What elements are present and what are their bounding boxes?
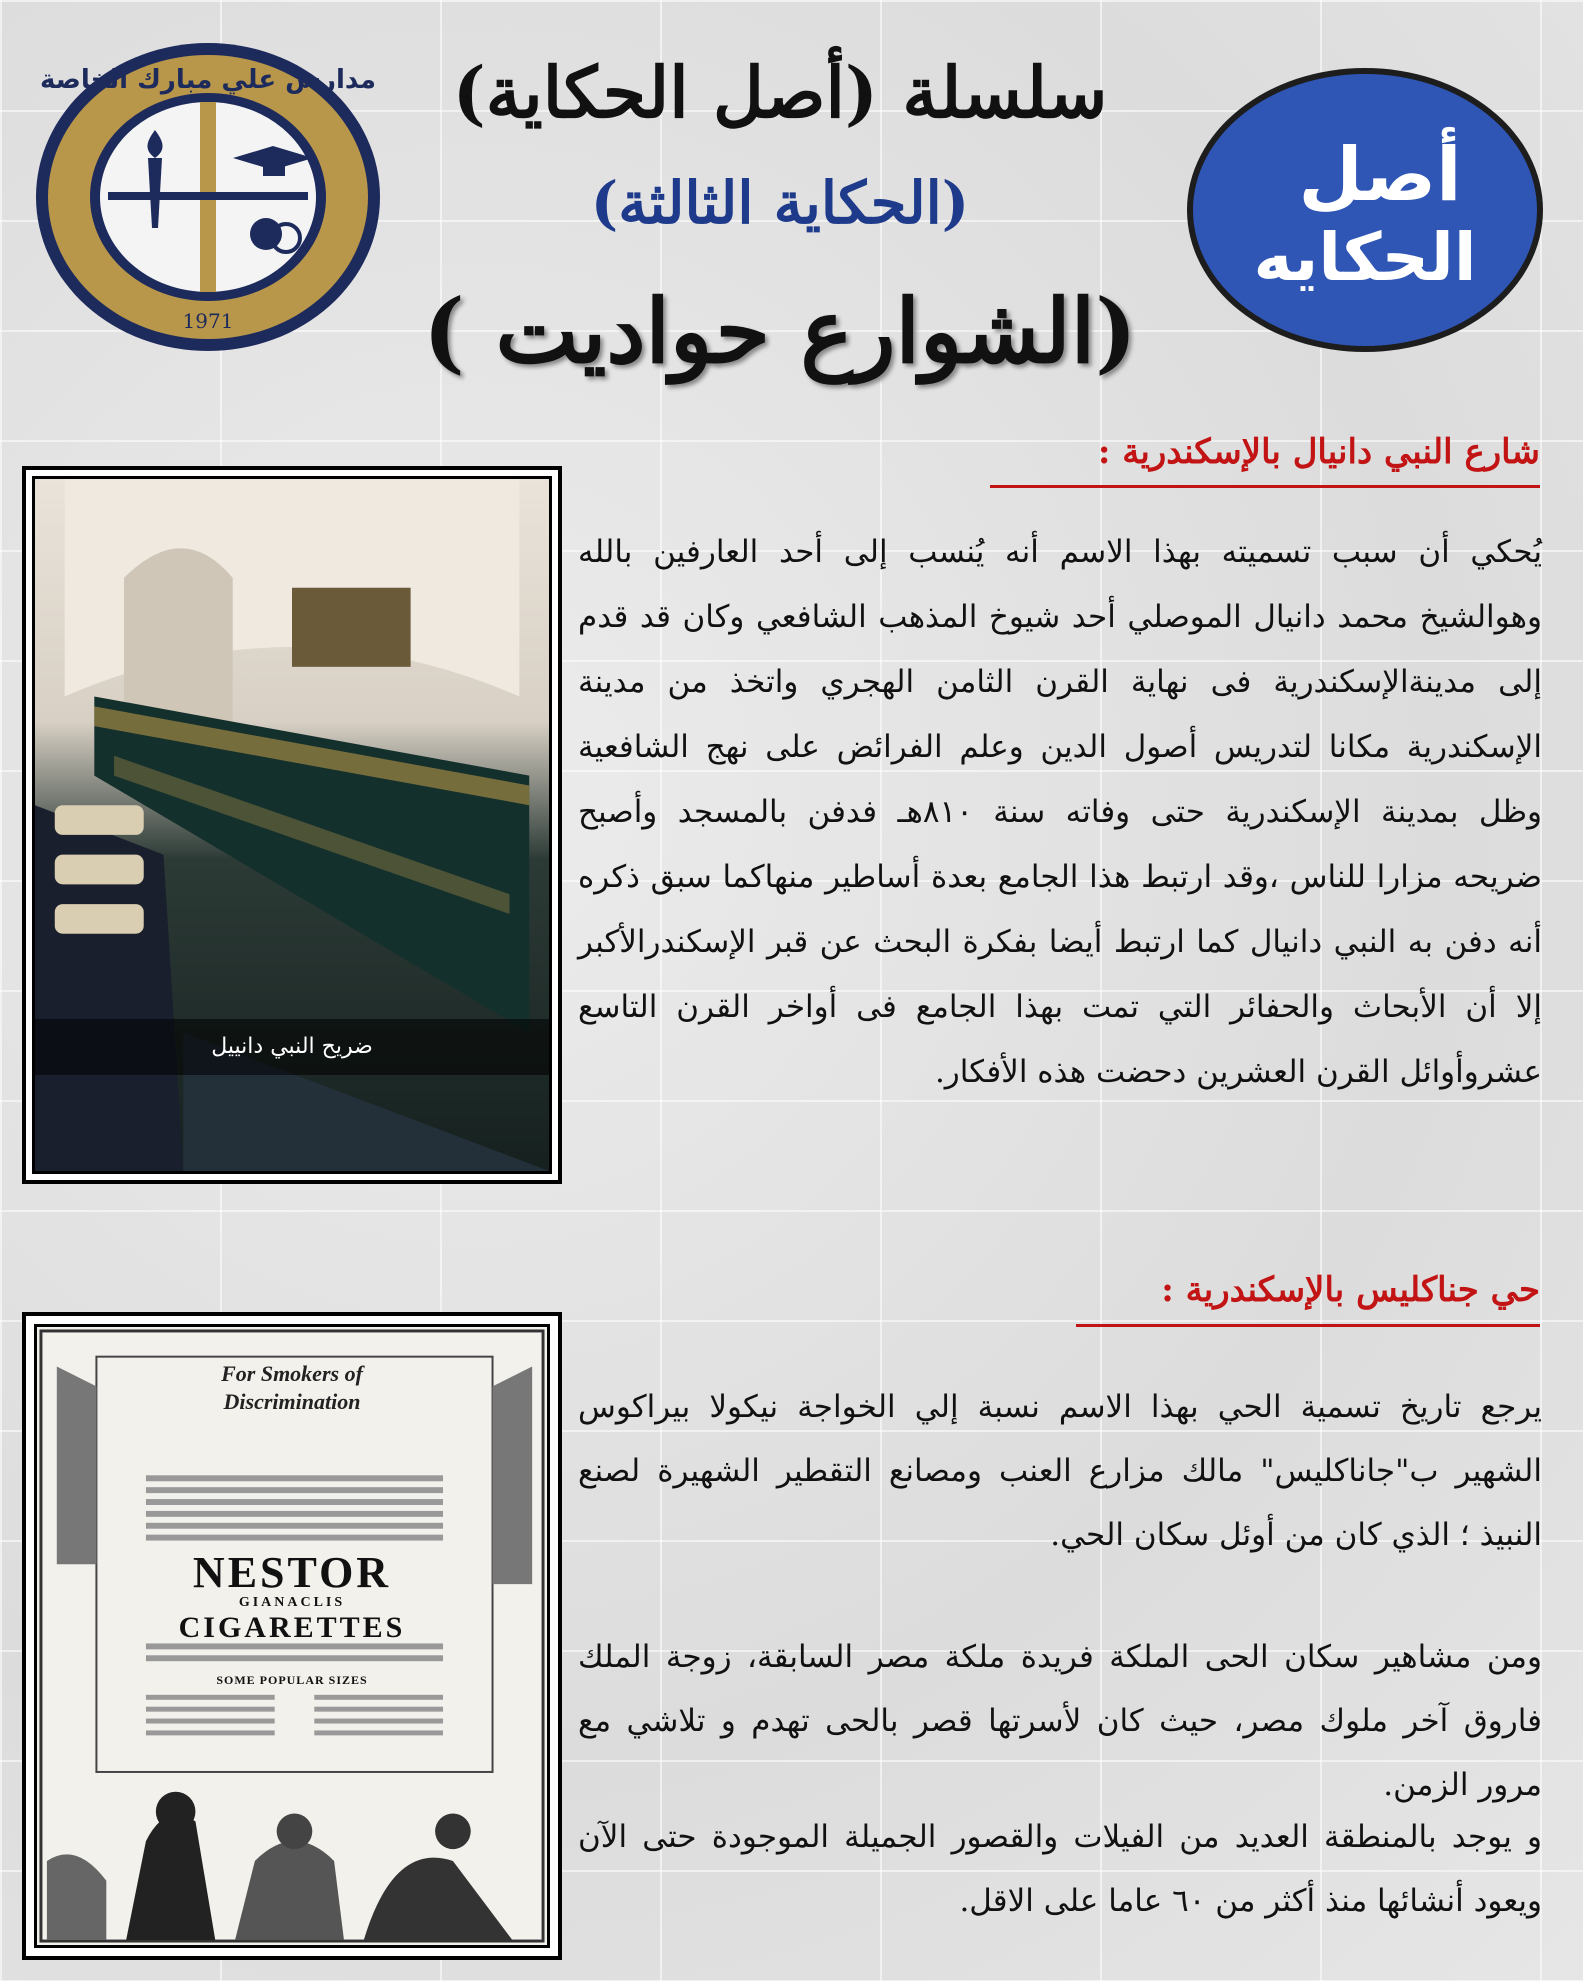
series-title: سلسلة (أصل الحكاية) bbox=[452, 51, 1108, 134]
section2-paragraph2: ومن مشاهير سكان الحى الملكة فريدة ملكة مصر السابقة، زوجة الملك فاروق آخر ملوك مصر، حيث كان لأسرتها قصر بالحى تهدم و تلاشي مع مرور الزمن. bbox=[578, 1639, 1542, 1803]
section2-underline bbox=[1076, 1324, 1540, 1327]
section2-ad-frame bbox=[22, 1312, 562, 1960]
story-number: (الحكاية الثالثة) bbox=[590, 169, 970, 237]
school-logo-year: 1971 bbox=[182, 309, 234, 333]
section1-heading: شارع النبي دانيال بالإسكندرية : bbox=[1097, 432, 1540, 472]
ad-product: CIGARETTES bbox=[178, 1611, 406, 1644]
school-logo-name: مدارس علي مبارك الخاصة bbox=[39, 65, 377, 95]
badge-logo bbox=[1180, 60, 1550, 360]
story-title: ( الشوارع حواديت) bbox=[423, 279, 1137, 383]
badge-line2: الحكايه bbox=[1253, 219, 1477, 296]
ad-brand: NESTOR bbox=[192, 1548, 392, 1597]
photo-caption: ضريح النبي دانييل bbox=[35, 1019, 549, 1075]
ad-title-line1: For Smokers of bbox=[221, 1361, 363, 1386]
section1-paragraph: يُحكي أن سبب تسميته بهذا الاسم أنه يُنسب إلى أحد العارفين بالله وهوالشيخ محمد دانيال الموصلي أحد شيوخ المذهب الشافعي وكان قد قدم إلى مدينةالإسكندرية فى نهاية القرن الثامن الهجري واتخذ من مدينة الإسكندرية مكانا لتدريس أصول الدين وعلم الفرائض على نهج الشافعية وظل بمدينة الإسكندرية حتى وفاته سنة ٨١٠هـ فدفن بالمسجد وأصبح ضريحه مزارا للناس ،وقد ارتبط هذا الجامع بعدة أساطير منهاكما سبق ذكره أنه دفن به النبي دانيال كما ارتبط أيضا بفكرة البحث عن قبر الإسكندرالأكبر إلا أن الأبحاث والحفائر التي تمت بهذا الجامع فى أواخر القرن التاسع عشروأوائل القرن العشرين دحضت هذه الأفكار. bbox=[578, 534, 1542, 1090]
mausoleum-photo bbox=[32, 476, 552, 1174]
section1-photo-frame bbox=[22, 466, 562, 1184]
section2-paragraph1: يرجع تاريخ تسمية الحي بهذا الاسم نسبة إلي الخواجة نيكولا بيراكوس الشهير ب"جاناكليس" مالك مزارع العنب ومصانع التقطير الشهيرة لصنع النبيذ ؛ الذي كان من أوئل سكان الحي. bbox=[578, 1389, 1542, 1553]
ad-sub-brand: GIANACLIS bbox=[238, 1595, 346, 1610]
section2-heading: حي جناكليس بالإسكندرية : bbox=[1161, 1270, 1540, 1310]
school-logo bbox=[28, 38, 388, 356]
ad-title-line2: Discrimination bbox=[223, 1389, 361, 1414]
ad-sizes-label: SOME POPULAR SIZES bbox=[216, 1673, 368, 1687]
badge-line1: أصل bbox=[1298, 132, 1462, 218]
section2-paragraph3: و يوجد بالمنطقة العديد من الفيلات والقصور الجميلة الموجودة حتى الآن ويعود أنشائها منذ أكثر من ٦٠ عاما على الاقل. bbox=[578, 1819, 1542, 1919]
nestor-ad-image bbox=[34, 1324, 550, 1948]
section1-underline bbox=[990, 485, 1540, 488]
